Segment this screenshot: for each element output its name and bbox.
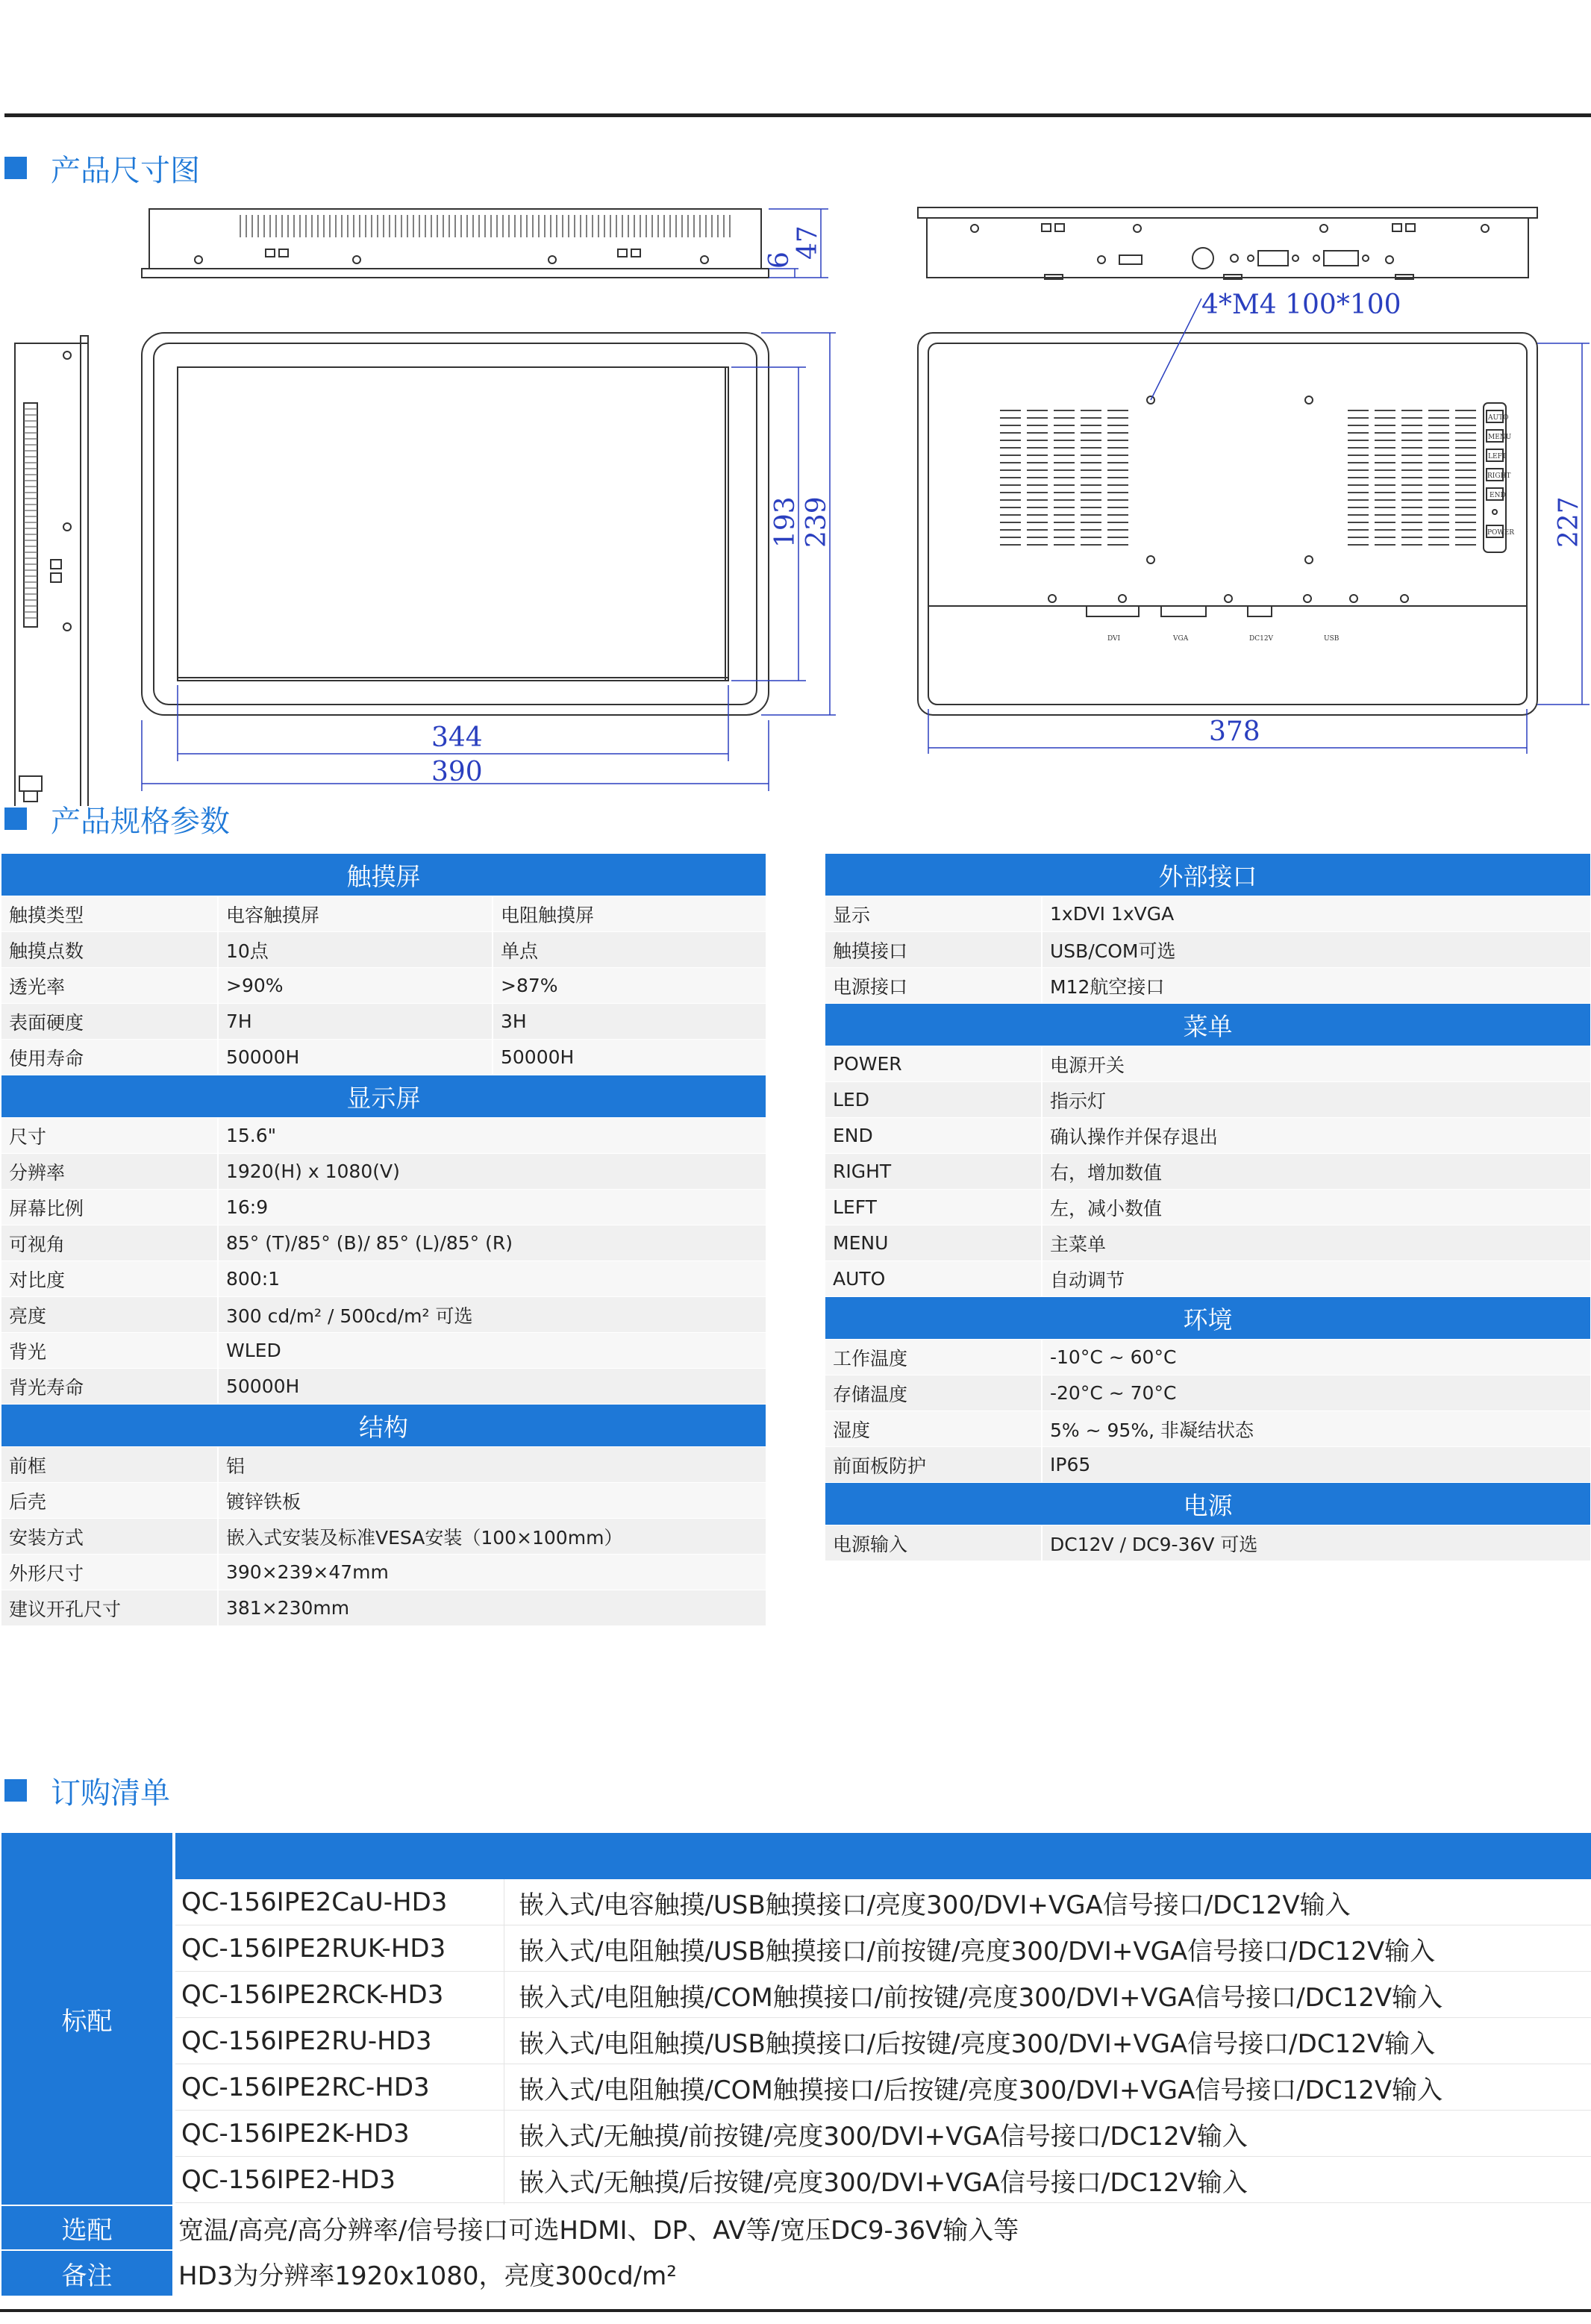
spec-value: USB/COM可选 <box>1042 932 1591 968</box>
section-header-label: 电源 <box>825 1483 1591 1525</box>
spec-label: 背光 <box>1 1333 218 1369</box>
btn-label-menu: MENU <box>1488 434 1512 441</box>
table-row <box>1 932 766 968</box>
spec-value: 指示灯 <box>1042 1082 1591 1118</box>
dim-193: 193 <box>770 496 801 548</box>
vesa-label: 4*M4 100*100 <box>1201 290 1401 320</box>
dimension-labels <box>431 225 1584 787</box>
section-header-label: 菜单 <box>825 1004 1591 1046</box>
table-row <box>825 1340 1591 1375</box>
top-view <box>142 209 769 278</box>
btn-label-auto: AUTO <box>1488 414 1509 422</box>
spec-value: 7H <box>218 1004 493 1040</box>
spec-value: -10°C ~ 60°C <box>1042 1340 1591 1375</box>
table-row <box>825 1082 1591 1118</box>
spec-value: 10点 <box>218 932 493 968</box>
table-row <box>825 1447 1591 1483</box>
order-model-row <box>175 2157 1591 2203</box>
table-section-header <box>825 854 1591 896</box>
standard-label: 标配 <box>1 1833 172 2205</box>
model-name: QC-156IPE2K-HD3 <box>181 2119 410 2149</box>
order-model-row <box>175 2111 1591 2157</box>
section-dimension <box>0 149 200 187</box>
table-row <box>1 1040 766 1075</box>
spec-value: DC12V / DC9-36V 可选 <box>1042 1525 1591 1561</box>
section-header-label: 结构 <box>1 1405 766 1447</box>
table-row <box>825 1375 1591 1411</box>
table-row <box>825 968 1591 1004</box>
dim-390: 390 <box>431 757 483 787</box>
btn-label-power: POWER <box>1487 529 1515 537</box>
spec-value: 电阻触摸屏 <box>493 896 766 932</box>
order-model-row <box>175 1925 1591 1972</box>
note-label: 备注 <box>1 2251 172 2296</box>
btn-label-left: LEFT <box>1488 453 1507 460</box>
table-row <box>825 1190 1591 1225</box>
order-model-row <box>175 1879 1591 1925</box>
spec-value: M12航空接口 <box>1042 968 1591 1004</box>
table-row <box>825 1154 1591 1190</box>
model-description: 嵌入式/无触摸/前按键/亮度300/DVI+VGA信号接口/DC12V输入 <box>519 2121 1248 2152</box>
dim-239: 239 <box>801 496 832 548</box>
section-marker <box>4 1779 27 1802</box>
order-model-row <box>175 1972 1591 2018</box>
spec-label: 后壳 <box>1 1483 218 1519</box>
table-row <box>1 1297 766 1333</box>
model-name: QC-156IPE2RCK-HD3 <box>181 1980 444 2010</box>
spec-label: 触摸点数 <box>1 932 218 968</box>
spec-value: 镀锌铁板 <box>218 1483 766 1519</box>
model-name: QC-156IPE2RU-HD3 <box>181 2026 432 2056</box>
spec-value: 嵌入式安装及标准VESA安装（100×100mm） <box>218 1519 766 1555</box>
spec-label: 触摸接口 <box>825 932 1042 968</box>
spec-value: 15.6" <box>218 1118 766 1154</box>
optional-label: 选配 <box>1 2206 172 2249</box>
section-title: 产品规格参数 <box>51 804 230 839</box>
spec-value: 50000H <box>218 1369 766 1405</box>
spec-value: 800:1 <box>218 1261 766 1297</box>
order-row-divider <box>175 2202 1591 2203</box>
model-name: QC-156IPE2RUK-HD3 <box>181 1934 446 1964</box>
model-description: 嵌入式/电阻触摸/USB触摸接口/前按键/亮度300/DVI+VGA信号接口/DC12V输入 <box>519 1936 1436 1967</box>
table-section-header <box>825 1297 1591 1340</box>
order-table <box>0 1833 1591 2291</box>
note-row <box>175 2251 1591 2296</box>
spec-label: END <box>825 1118 1042 1154</box>
table-row <box>1 1590 766 1626</box>
spec-label: 工作温度 <box>825 1340 1042 1375</box>
section-header-label: 显示屏 <box>1 1075 766 1118</box>
spec-label: 显示 <box>825 896 1042 932</box>
port-label-vga: VGA <box>1173 635 1189 643</box>
spec-value: 85° (T)/85° (B)/ 85° (L)/85° (R) <box>218 1225 766 1261</box>
spec-value: 铝 <box>218 1447 766 1483</box>
spec-label: 尺寸 <box>1 1118 218 1154</box>
section-order <box>0 1772 170 1809</box>
spec-value: 电源开关 <box>1042 1046 1591 1082</box>
spec-label: 分辨率 <box>1 1154 218 1190</box>
spec-value: 390×239×47mm <box>218 1555 766 1590</box>
table-row <box>825 896 1591 932</box>
spec-value: 确认操作并保存退出 <box>1042 1118 1591 1154</box>
bottom-rule <box>0 2309 1591 2312</box>
table-section-header <box>1 1405 766 1447</box>
spec-label: 湿度 <box>825 1411 1042 1447</box>
spec-label: 表面硬度 <box>1 1004 218 1040</box>
table-row <box>1 1447 766 1483</box>
spec-value: IP65 <box>1042 1447 1591 1483</box>
spec-table-left <box>1 854 767 1626</box>
spec-value: 自动调节 <box>1042 1261 1591 1297</box>
spec-label: LEFT <box>825 1190 1042 1225</box>
table-section-header <box>825 1483 1591 1525</box>
table-row <box>1 1519 766 1555</box>
spec-value: 1920(H) x 1080(V) <box>218 1154 766 1190</box>
spec-label: 电源接口 <box>825 968 1042 1004</box>
model-description: 嵌入式/电阻触摸/COM触摸接口/后按键/亮度300/DVI+VGA信号接口/DC12V输入 <box>519 2075 1443 2105</box>
spec-value: 1xDVI 1xVGA <box>1042 896 1591 932</box>
btn-label-end: END <box>1490 492 1506 499</box>
table-row <box>1 1555 766 1590</box>
spec-value: 3H <box>493 1004 766 1040</box>
table-row <box>825 1261 1591 1297</box>
section-title: 产品尺寸图 <box>51 153 200 188</box>
note-text: HD3为分辨率1920x1080，亮度300cd/m² <box>178 2261 677 2291</box>
table-row <box>825 1411 1591 1447</box>
spec-label: AUTO <box>825 1261 1042 1297</box>
model-description: 嵌入式/电容触摸/USB触摸接口/亮度300/DVI+VGA信号接口/DC12V输入 <box>519 1890 1351 1920</box>
spec-label: 对比度 <box>1 1261 218 1297</box>
vent-grille-left <box>1000 410 1128 545</box>
port-label-usb: USB <box>1324 635 1340 643</box>
spec-value: 50000H <box>218 1040 493 1075</box>
spec-table-right <box>825 854 1591 1561</box>
spec-value: 50000H <box>493 1040 766 1075</box>
spec-label: 触摸类型 <box>1 896 218 932</box>
spec-label: 外形尺寸 <box>1 1555 218 1590</box>
table-row <box>825 932 1591 968</box>
spec-label: 屏幕比例 <box>1 1190 218 1225</box>
btn-label-right: RIGHT <box>1487 472 1511 480</box>
section-specs <box>0 800 230 837</box>
spec-label: 建议开孔尺寸 <box>1 1590 218 1626</box>
table-row <box>1 1483 766 1519</box>
spec-value: 主菜单 <box>1042 1225 1591 1261</box>
spec-label: 背光寿命 <box>1 1369 218 1405</box>
table-row <box>1 1333 766 1369</box>
spec-value: >90% <box>218 968 493 1004</box>
table-row <box>1 1190 766 1225</box>
port-label-dvi: DVI <box>1107 635 1121 643</box>
spec-label: RIGHT <box>825 1154 1042 1190</box>
table-section-header <box>1 854 766 896</box>
spec-label: 前面板防护 <box>825 1447 1042 1483</box>
section-header-label: 环境 <box>825 1297 1591 1340</box>
top-rule <box>4 113 1591 117</box>
section-header-label: 外部接口 <box>825 854 1591 896</box>
table-row <box>1 1004 766 1040</box>
spec-value: 电容触摸屏 <box>218 896 493 932</box>
port-label-dc12v: DC12V <box>1249 635 1274 643</box>
spec-value: -20°C ~ 70°C <box>1042 1375 1591 1411</box>
table-row <box>825 1225 1591 1261</box>
table-section-header <box>825 1004 1591 1046</box>
table-row <box>1 1118 766 1154</box>
table-row <box>1 1225 766 1261</box>
order-model-row <box>175 2018 1591 2064</box>
spec-value: 单点 <box>493 932 766 968</box>
spec-value: 16:9 <box>218 1190 766 1225</box>
table-section-header <box>1 1075 766 1118</box>
spec-label: MENU <box>825 1225 1042 1261</box>
dim-378: 378 <box>1209 716 1260 747</box>
section-header-label: 触摸屏 <box>1 854 766 896</box>
spec-value: >87% <box>493 968 766 1004</box>
table-row <box>825 1046 1591 1082</box>
spec-label: 电源输入 <box>825 1525 1042 1561</box>
spec-label: 存储温度 <box>825 1375 1042 1411</box>
spec-label: 可视角 <box>1 1225 218 1261</box>
dim-47: 47 <box>793 225 823 260</box>
front-view <box>142 333 769 715</box>
spec-label: 透光率 <box>1 968 218 1004</box>
spec-label: 使用寿命 <box>1 1040 218 1075</box>
spec-label: LED <box>825 1082 1042 1118</box>
section-marker <box>4 808 27 830</box>
spec-label: 前框 <box>1 1447 218 1483</box>
back-panel-labels <box>1107 414 1514 643</box>
dim-344: 344 <box>431 722 483 753</box>
optional-text: 宽温/高亮/高分辨率/信号接口可选HDMI、DP、AV等/宽压DC9-36V输入等 <box>178 2215 1019 2246</box>
order-header-bar <box>175 1833 1591 1879</box>
table-row <box>825 1525 1591 1561</box>
spec-value: 左，减小数值 <box>1042 1190 1591 1225</box>
table-row <box>1 1261 766 1297</box>
optional-row <box>175 2206 1591 2249</box>
table-row <box>1 968 766 1004</box>
model-name: QC-156IPE2RC-HD3 <box>181 2072 430 2102</box>
spec-label: 安装方式 <box>1 1519 218 1555</box>
side-view <box>15 336 88 806</box>
dim-6: 6 <box>764 252 795 269</box>
model-description: 嵌入式/电阻触摸/USB触摸接口/后按键/亮度300/DVI+VGA信号接口/DC12V输入 <box>519 2028 1436 2059</box>
dim-227: 227 <box>1554 496 1584 548</box>
vent-grille-right <box>1348 410 1476 545</box>
model-description: 嵌入式/无触摸/后按键/亮度300/DVI+VGA信号接口/DC12V输入 <box>519 2167 1248 2198</box>
table-row <box>1 1154 766 1190</box>
spec-value: WLED <box>218 1333 766 1369</box>
back-view <box>918 333 1537 715</box>
order-model-row <box>175 2064 1591 2111</box>
table-row <box>1 896 766 932</box>
model-description: 嵌入式/电阻触摸/COM触摸接口/前按键/亮度300/DVI+VGA信号接口/DC12V输入 <box>519 1982 1443 2013</box>
dimension-drawing <box>0 187 1591 806</box>
spec-value: 300 cd/m² / 500cd/m² 可选 <box>218 1297 766 1333</box>
spec-label: POWER <box>825 1046 1042 1082</box>
spec-value: 381×230mm <box>218 1590 766 1626</box>
spec-label: 亮度 <box>1 1297 218 1333</box>
top-view-right <box>918 207 1537 279</box>
spec-value: 5% ~ 95%, 非凝结状态 <box>1042 1411 1591 1447</box>
section-title: 订购清单 <box>51 1775 170 1811</box>
table-row <box>1 1369 766 1405</box>
model-name: QC-156IPE2-HD3 <box>181 2165 396 2195</box>
model-name: QC-156IPE2CaU-HD3 <box>181 1887 448 1917</box>
section-marker <box>4 157 27 179</box>
table-row <box>825 1118 1591 1154</box>
spec-value: 右，增加数值 <box>1042 1154 1591 1190</box>
